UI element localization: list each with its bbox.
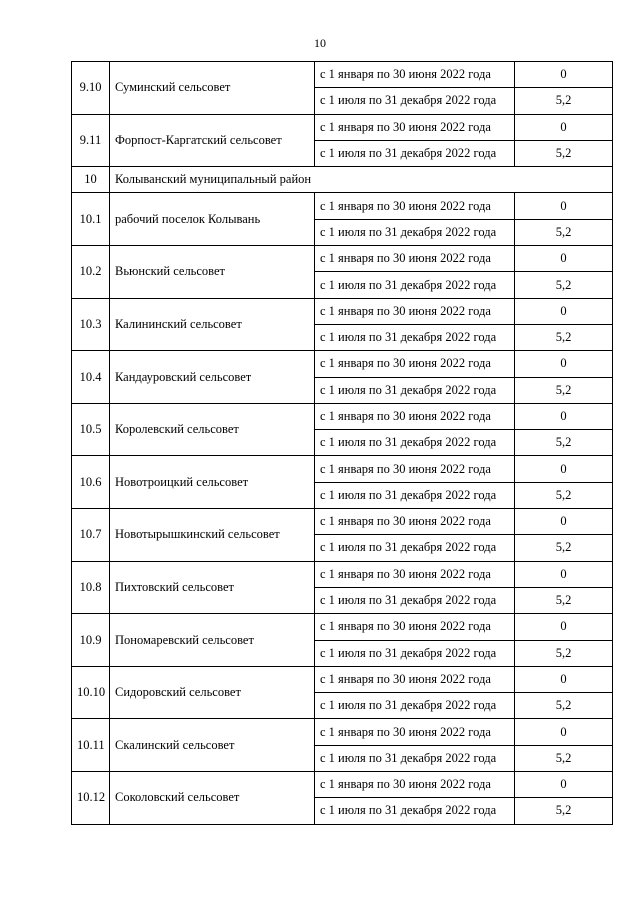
value-cell: 0 [515,298,613,324]
settlement-name: Королевский сельсовет [110,403,315,456]
value-cell: 0 [515,456,613,482]
row-number: 10.5 [72,403,110,456]
value-cell: 0 [515,193,613,219]
period-cell: с 1 июля по 31 декабря 2022 года [315,798,515,824]
value-cell: 5,2 [515,272,613,298]
settlement-name: Суминский сельсовет [110,62,315,115]
settlement-name: Сидоровский сельсовет [110,666,315,719]
value-cell: 5,2 [515,693,613,719]
period-cell: с 1 января по 30 июня 2022 года [315,193,515,219]
table-row [72,193,613,219]
period-cell: с 1 июля по 31 декабря 2022 года [315,745,515,771]
row-number: 10.11 [72,719,110,772]
period-cell: с 1 июля по 31 декабря 2022 года [315,482,515,508]
period-cell: с 1 января по 30 июня 2022 года [315,614,515,640]
value-cell: 5,2 [515,324,613,350]
period-cell: с 1 января по 30 июня 2022 года [315,246,515,272]
row-number: 10 [72,167,110,193]
table-row [72,246,613,272]
table-row [72,114,613,140]
row-number: 10.10 [72,666,110,719]
row-number: 10.3 [72,298,110,351]
row-number: 9.10 [72,62,110,115]
value-cell: 0 [515,246,613,272]
row-number: 9.11 [72,114,110,167]
table-row [72,561,613,587]
period-cell: с 1 июля по 31 декабря 2022 года [315,587,515,613]
table-row [72,456,613,482]
table-row [72,298,613,324]
table-row [72,351,613,377]
table-row [72,772,613,798]
table-row [72,614,613,640]
period-cell: с 1 января по 30 июня 2022 года [315,62,515,88]
table-row [72,509,613,535]
period-cell: с 1 июля по 31 декабря 2022 года [315,219,515,245]
value-cell: 5,2 [515,430,613,456]
period-cell: с 1 июля по 31 декабря 2022 года [315,272,515,298]
rates-table [71,61,613,825]
table-row [72,719,613,745]
period-cell: с 1 января по 30 июня 2022 года [315,772,515,798]
value-cell: 5,2 [515,482,613,508]
value-cell: 0 [515,509,613,535]
value-cell: 5,2 [515,219,613,245]
value-cell: 0 [515,62,613,88]
rates-table-body [72,62,613,825]
row-number: 10.4 [72,351,110,404]
period-cell: с 1 июля по 31 декабря 2022 года [315,377,515,403]
period-cell: с 1 июля по 31 декабря 2022 года [315,88,515,114]
value-cell: 0 [515,666,613,692]
value-cell: 0 [515,561,613,587]
table-row [72,666,613,692]
period-cell: с 1 января по 30 июня 2022 года [315,719,515,745]
value-cell: 0 [515,772,613,798]
period-cell: с 1 января по 30 июня 2022 года [315,114,515,140]
table-row [72,62,613,88]
settlement-name: Новотырышкинский сельсовет [110,509,315,562]
value-cell: 5,2 [515,798,613,824]
value-cell: 0 [515,403,613,429]
settlement-name: Форпост-Каргатский сельсовет [110,114,315,167]
district-row [72,167,613,193]
settlement-name: Пономаревский сельсовет [110,614,315,667]
period-cell: с 1 января по 30 июня 2022 года [315,456,515,482]
period-cell: с 1 июля по 31 декабря 2022 года [315,693,515,719]
row-number: 10.2 [72,246,110,299]
settlement-name: Вьюнский сельсовет [110,246,315,299]
period-cell: с 1 января по 30 июня 2022 года [315,509,515,535]
value-cell: 0 [515,719,613,745]
period-cell: с 1 января по 30 июня 2022 года [315,666,515,692]
period-cell: с 1 июля по 31 декабря 2022 года [315,140,515,166]
settlement-name: Калининский сельсовет [110,298,315,351]
value-cell: 0 [515,351,613,377]
value-cell: 5,2 [515,88,613,114]
district-name: Колыванский муниципальный район [110,167,613,193]
row-number: 10.7 [72,509,110,562]
row-number: 10.6 [72,456,110,509]
period-cell: с 1 июля по 31 декабря 2022 года [315,324,515,350]
period-cell: с 1 января по 30 июня 2022 года [315,403,515,429]
settlement-name: Пихтовский сельсовет [110,561,315,614]
row-number: 10.9 [72,614,110,667]
row-number: 10.1 [72,193,110,246]
settlement-name: рабочий поселок Колывань [110,193,315,246]
period-cell: с 1 июля по 31 декабря 2022 года [315,640,515,666]
value-cell: 5,2 [515,377,613,403]
period-cell: с 1 января по 30 июня 2022 года [315,351,515,377]
value-cell: 5,2 [515,640,613,666]
value-cell: 5,2 [515,140,613,166]
value-cell: 0 [515,114,613,140]
settlement-name: Новотроицкий сельсовет [110,456,315,509]
settlement-name: Соколовский сельсовет [110,772,315,825]
period-cell: с 1 июля по 31 декабря 2022 года [315,535,515,561]
settlement-name: Кандауровский сельсовет [110,351,315,404]
period-cell: с 1 июля по 31 декабря 2022 года [315,430,515,456]
value-cell: 5,2 [515,587,613,613]
value-cell: 5,2 [515,535,613,561]
period-cell: с 1 января по 30 июня 2022 года [315,298,515,324]
settlement-name: Скалинский сельсовет [110,719,315,772]
value-cell: 5,2 [515,745,613,771]
row-number: 10.12 [72,772,110,825]
period-cell: с 1 января по 30 июня 2022 года [315,561,515,587]
page-number: 10 [314,36,326,50]
value-cell: 0 [515,614,613,640]
table-row [72,403,613,429]
row-number: 10.8 [72,561,110,614]
